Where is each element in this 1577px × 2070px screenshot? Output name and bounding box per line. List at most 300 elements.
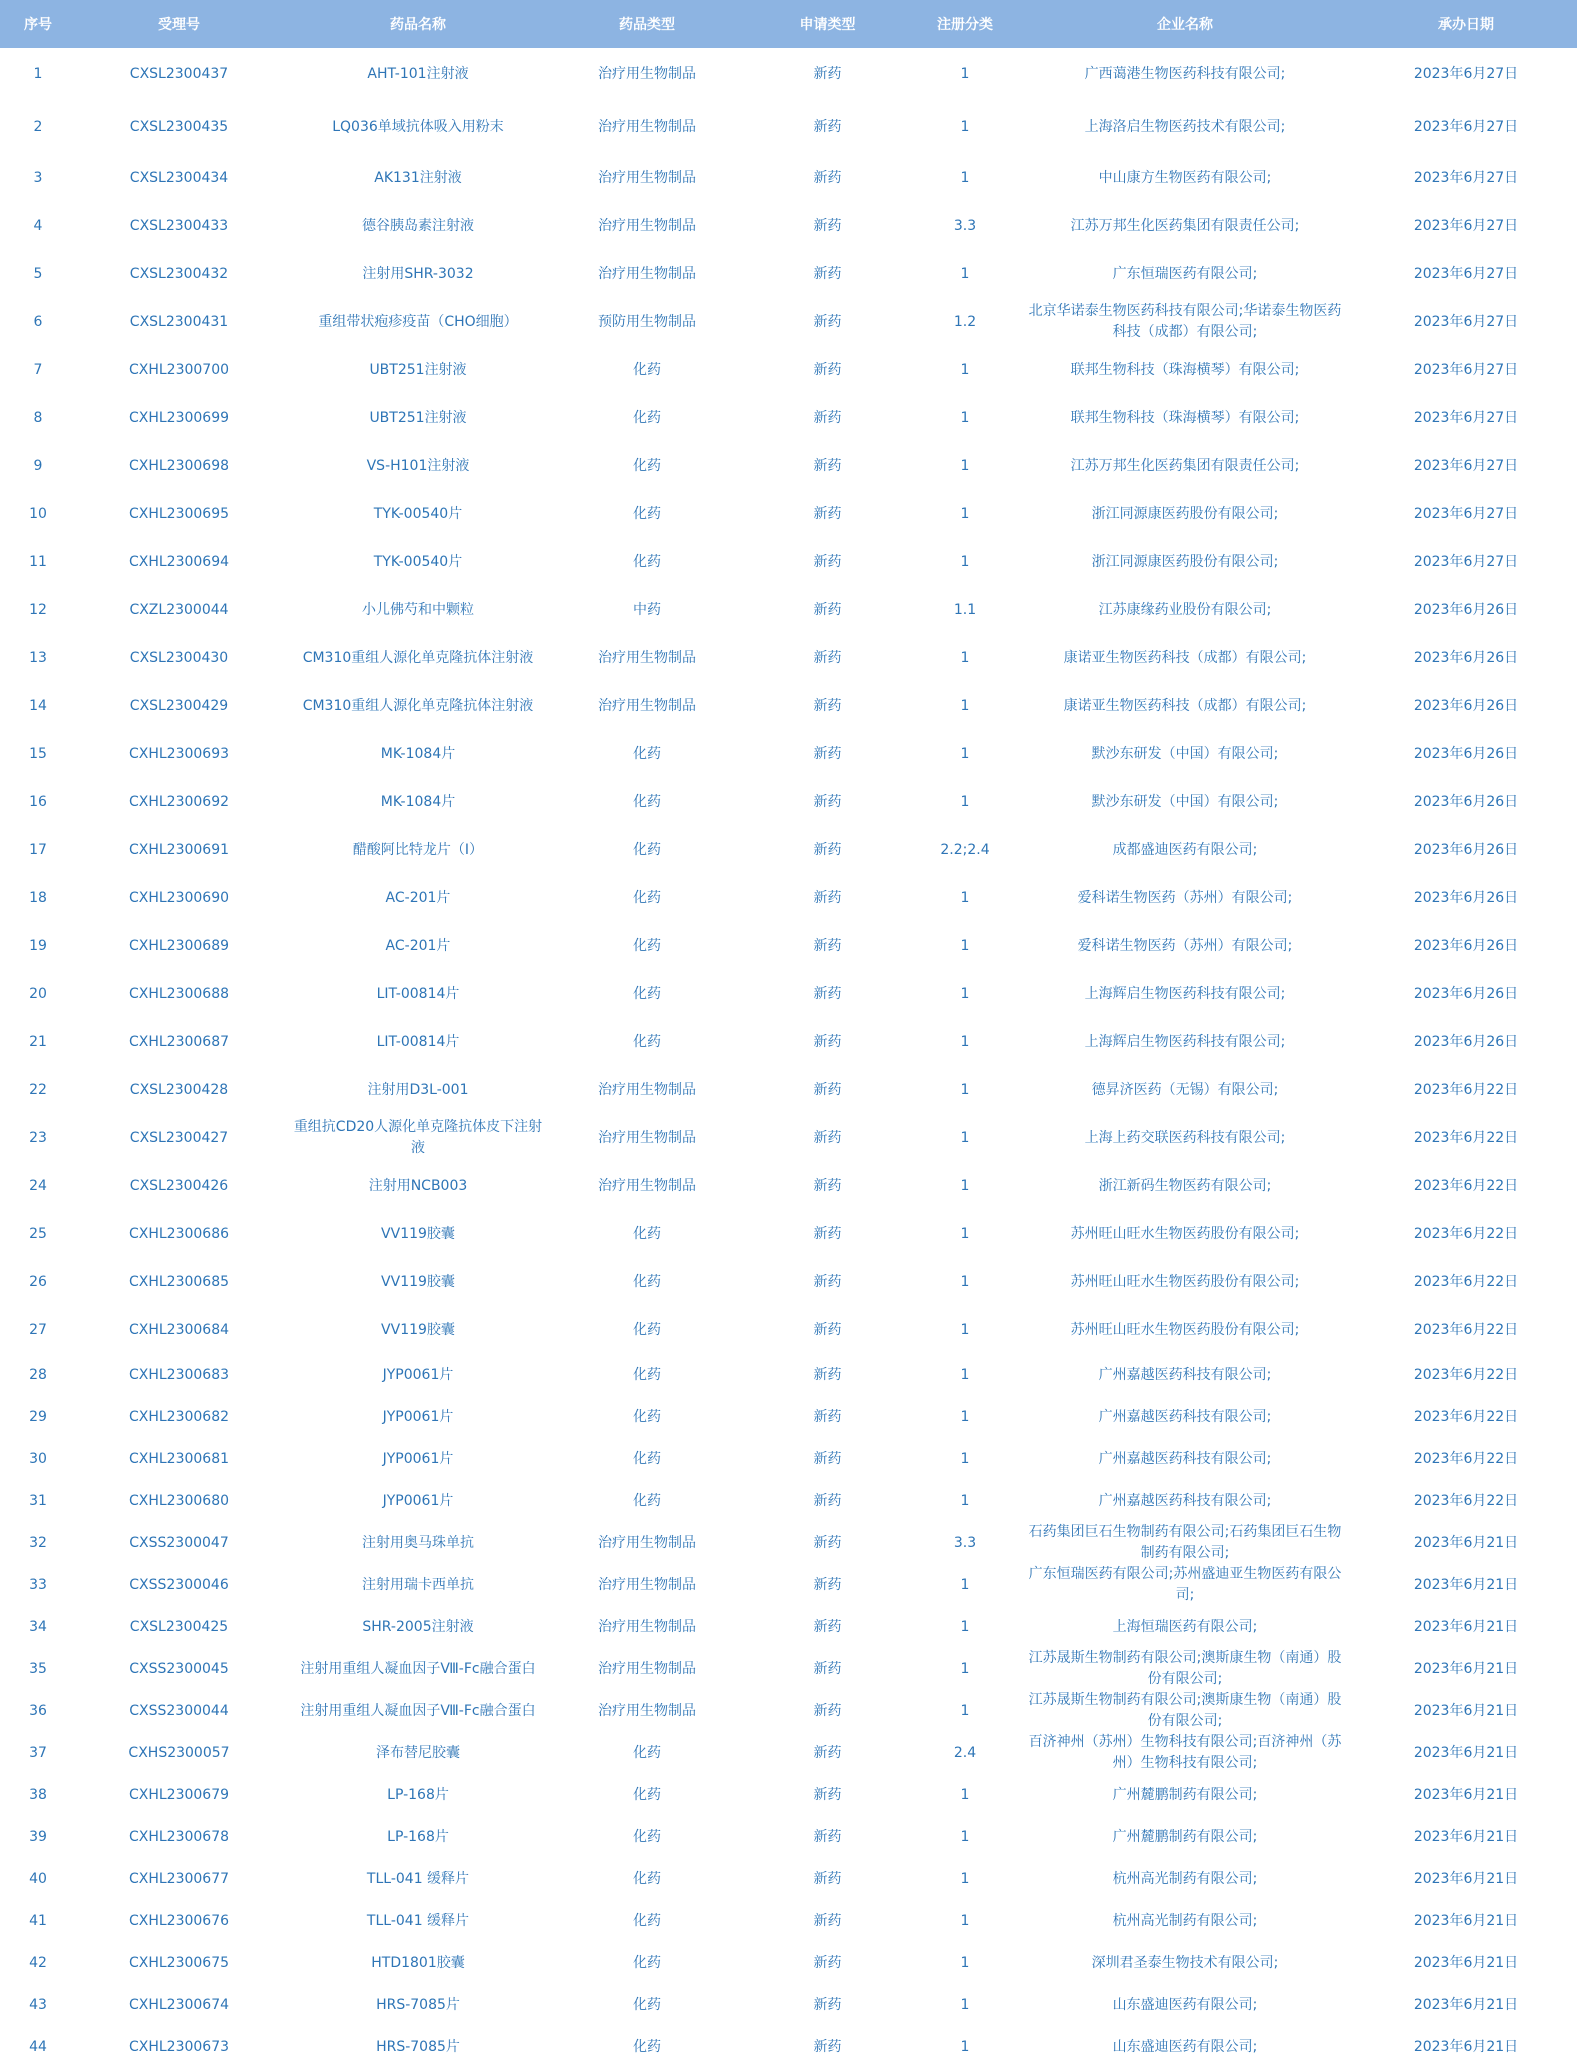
cell-drug-type: 化药: [633, 1408, 661, 1425]
cell-date: 2023年6月21日: [1413, 1534, 1519, 1551]
cell-seq: 30: [29, 1450, 47, 1467]
cell-company: 爱科诺生物医药（苏州）有限公司;: [1077, 889, 1293, 906]
table-row: [0, 1900, 1577, 1942]
table-row: [0, 154, 1577, 202]
cell-drug-type: 化药: [633, 1954, 661, 1971]
table-header-row: [0, 0, 1577, 48]
cell-drug-name: VV119胶囊: [381, 1321, 455, 1338]
cell-accept-no: CXHL2300677: [128, 1870, 230, 1887]
cell-drug-type: 治疗用生物制品: [598, 1081, 696, 1098]
cell-seq: 44: [29, 2038, 47, 2055]
cell-drug-name: 德谷胰岛素注射液: [362, 217, 474, 234]
cell-apply-type: 新药: [813, 1996, 842, 2013]
cell-apply-type: 新药: [813, 1534, 842, 1551]
cell-company: 广州麓鹏制药有限公司;: [1112, 1828, 1258, 1845]
table-row: [0, 1732, 1577, 1774]
cell-reg-class: 1: [960, 1225, 970, 1242]
table-row: [0, 1984, 1577, 2026]
cell-company: 江苏晟斯生物制药有限公司;澳斯康生物（南通）股份有限公司;: [1028, 1650, 1342, 1687]
cell-seq: 34: [29, 1618, 47, 1635]
cell-company: 爱科诺生物医药（苏州）有限公司;: [1077, 937, 1293, 954]
cell-company: 康诺亚生物医药科技（成都）有限公司;: [1063, 697, 1307, 714]
cell-date: 2023年6月21日: [1413, 1996, 1519, 2013]
cell-reg-class: 1: [960, 1786, 970, 1803]
cell-seq: 40: [29, 1870, 47, 1887]
cell-seq: 5: [33, 265, 43, 282]
cell-reg-class: 1: [960, 1660, 970, 1677]
cell-reg-class: 1: [960, 697, 970, 714]
cell-accept-no: CXSL2300437: [129, 66, 229, 82]
cell-seq: 24: [29, 1177, 47, 1194]
cell-date: 2023年6月26日: [1413, 841, 1519, 858]
cell-drug-type: 治疗用生物制品: [598, 1660, 696, 1677]
cell-date: 2023年6月21日: [1413, 1618, 1519, 1635]
header-apply-type: 申请类型: [740, 0, 915, 48]
cell-seq: 26: [29, 1273, 47, 1290]
cell-drug-type: 化药: [633, 1786, 661, 1803]
cell-drug-name: JYP0061片: [382, 1492, 454, 1509]
cell-company: 联邦生物科技（珠海横琴）有限公司;: [1070, 409, 1300, 426]
cell-date: 2023年6月22日: [1413, 1450, 1519, 1467]
cell-drug-name: LIT-00814片: [376, 1033, 460, 1050]
cell-seq: 3: [33, 169, 43, 186]
cell-reg-class: 1: [960, 1321, 970, 1338]
cell-apply-type: 新药: [813, 793, 842, 810]
cell-date: 2023年6月22日: [1413, 1081, 1519, 1098]
cell-apply-type: 新药: [813, 1618, 842, 1635]
cell-drug-name: 注射用瑞卡西单抗: [362, 1576, 474, 1593]
cell-accept-no: CXHL2300687: [128, 1033, 230, 1050]
cell-company: 浙江同源康医药股份有限公司;: [1091, 553, 1279, 570]
cell-reg-class: 1: [960, 457, 970, 474]
cell-seq: 10: [29, 505, 47, 522]
cell-seq: 12: [29, 601, 47, 618]
cell-date: 2023年6月22日: [1413, 1273, 1519, 1290]
cell-date: 2023年6月22日: [1413, 1177, 1519, 1194]
cell-reg-class: 1: [960, 2038, 970, 2055]
cell-accept-no: CXSS2300047: [129, 1534, 229, 1551]
cell-company: 杭州高光制药有限公司;: [1112, 1912, 1258, 1929]
cell-reg-class: 1: [960, 793, 970, 810]
cell-apply-type: 新药: [813, 1576, 842, 1593]
cell-date: 2023年6月27日: [1413, 119, 1519, 135]
cell-drug-type: 治疗用生物制品: [598, 265, 696, 282]
cell-drug-type: 治疗用生物制品: [598, 169, 696, 186]
cell-apply-type: 新药: [813, 1177, 842, 1194]
cell-drug-type: 化药: [633, 1744, 661, 1761]
cell-apply-type: 新药: [813, 66, 842, 82]
cell-date: 2023年6月21日: [1413, 1702, 1519, 1719]
cell-date: 2023年6月21日: [1413, 1954, 1519, 1971]
cell-reg-class: 1.1: [953, 601, 977, 618]
cell-drug-type: 治疗用生物制品: [598, 697, 696, 714]
cell-apply-type: 新药: [813, 217, 842, 234]
cell-apply-type: 新药: [813, 1870, 842, 1887]
table-row: [0, 1690, 1577, 1732]
cell-reg-class: 1: [960, 1912, 970, 1929]
cell-apply-type: 新药: [813, 745, 842, 762]
table-row: [0, 1018, 1577, 1066]
cell-accept-no: CXHL2300686: [128, 1225, 230, 1242]
cell-seq: 15: [29, 745, 47, 762]
cell-company: 广州嘉越医药科技有限公司;: [1098, 1408, 1272, 1425]
cell-date: 2023年6月27日: [1413, 505, 1519, 522]
cell-accept-no: CXSL2300431: [129, 313, 229, 330]
cell-date: 2023年6月26日: [1413, 649, 1519, 666]
cell-apply-type: 新药: [813, 1081, 842, 1098]
cell-drug-name: 注射用D3L-001: [367, 1081, 469, 1098]
table-row: [0, 48, 1577, 101]
cell-seq: 20: [29, 985, 47, 1002]
cell-reg-class: 1: [960, 505, 970, 522]
cell-seq: 39: [29, 1828, 47, 1845]
cell-date: 2023年6月22日: [1413, 1129, 1519, 1146]
cell-accept-no: CXSL2300429: [129, 697, 229, 714]
table-row: [0, 1480, 1577, 1522]
table-row: [0, 394, 1577, 442]
cell-accept-no: CXSL2300427: [129, 1129, 229, 1146]
cell-accept-no: CXHL2300684: [128, 1321, 230, 1338]
cell-drug-type: 治疗用生物制品: [598, 1534, 696, 1551]
cell-drug-name: HRS-7085片: [376, 1996, 460, 2013]
cell-drug-type: 化药: [633, 1033, 661, 1050]
cell-accept-no: CXHL2300700: [128, 361, 230, 378]
cell-drug-name: 小儿佛芍和中颗粒: [362, 601, 474, 618]
cell-reg-class: 1: [960, 1618, 970, 1635]
cell-drug-type: 化药: [633, 1870, 661, 1887]
cell-apply-type: 新药: [813, 1744, 842, 1761]
cell-seq: 27: [29, 1321, 47, 1338]
cell-date: 2023年6月26日: [1413, 601, 1519, 618]
table-row: [0, 1066, 1577, 1114]
cell-reg-class: 3.3: [953, 217, 977, 234]
cell-apply-type: 新药: [813, 601, 842, 618]
cell-date: 2023年6月26日: [1413, 937, 1519, 954]
cell-accept-no: CXSS2300044: [129, 1702, 229, 1719]
table-row: [0, 874, 1577, 922]
cell-drug-name: AK131注射液: [374, 169, 462, 186]
cell-reg-class: 1: [960, 649, 970, 666]
cell-accept-no: CXHL2300682: [128, 1408, 230, 1425]
cell-drug-type: 化药: [633, 793, 661, 810]
table-row: [0, 1774, 1577, 1816]
cell-drug-type: 化药: [633, 1912, 661, 1929]
cell-date: 2023年6月22日: [1413, 1366, 1519, 1383]
table-row: [0, 101, 1577, 154]
cell-date: 2023年6月21日: [1413, 1912, 1519, 1929]
cell-seq: 14: [29, 697, 47, 714]
cell-reg-class: 1: [960, 1408, 970, 1425]
cell-company: 广州嘉越医药科技有限公司;: [1098, 1492, 1272, 1509]
header-date: 承办日期: [1355, 0, 1577, 48]
cell-company: 中山康方生物医药有限公司;: [1098, 169, 1272, 186]
cell-reg-class: 1: [960, 409, 970, 426]
table-row: [0, 2026, 1577, 2068]
cell-apply-type: 新药: [813, 169, 842, 186]
cell-reg-class: 1: [960, 1828, 970, 1845]
cell-accept-no: CXHL2300685: [128, 1273, 230, 1290]
cell-date: 2023年6月27日: [1413, 361, 1519, 378]
cell-drug-type: 化药: [633, 457, 661, 474]
cell-company: 江苏康缘药业股份有限公司;: [1098, 601, 1272, 618]
table-row: [0, 586, 1577, 634]
cell-drug-type: 化药: [633, 1492, 661, 1509]
cell-drug-type: 治疗用生物制品: [598, 1177, 696, 1194]
cell-drug-type: 治疗用生物制品: [598, 1618, 696, 1635]
cell-drug-name: 注射用奥马珠单抗: [362, 1534, 474, 1551]
cell-drug-name: UBT251注射液: [369, 409, 467, 426]
cell-drug-type: 治疗用生物制品: [598, 66, 696, 82]
cell-company: 联邦生物科技（珠海横琴）有限公司;: [1070, 361, 1300, 378]
cell-seq: 43: [29, 1996, 47, 2013]
cell-company: 广东恒瑞医药有限公司;苏州盛迪亚生物医药有限公司;: [1028, 1566, 1342, 1603]
cell-seq: 22: [29, 1081, 47, 1098]
cell-company: 百济神州（苏州）生物科技有限公司;百济神州（苏州）生物科技有限公司;: [1028, 1734, 1342, 1771]
cell-accept-no: CXZL2300044: [129, 601, 229, 618]
cell-company: 江苏万邦生化医药集团有限责任公司;: [1070, 217, 1300, 234]
cell-seq: 13: [29, 649, 47, 666]
cell-reg-class: 1: [960, 1954, 970, 1971]
cell-date: 2023年6月22日: [1413, 1225, 1519, 1242]
cell-reg-class: 1: [960, 1702, 970, 1719]
cell-accept-no: CXSL2300433: [129, 217, 229, 234]
cell-company: 广东恒瑞医药有限公司;: [1112, 265, 1258, 282]
table-row: [0, 1438, 1577, 1480]
cell-seq: 2: [33, 119, 43, 135]
cell-date: 2023年6月27日: [1413, 66, 1519, 82]
table-row: [0, 1942, 1577, 1984]
cell-accept-no: CXHL2300689: [128, 937, 230, 954]
cell-seq: 1: [33, 66, 43, 82]
cell-apply-type: 新药: [813, 409, 842, 426]
header-reg-class: 注册分类: [915, 0, 1015, 48]
cell-date: 2023年6月26日: [1413, 889, 1519, 906]
cell-drug-name: AC-201片: [385, 937, 451, 954]
cell-drug-type: 治疗用生物制品: [598, 1576, 696, 1593]
cell-drug-type: 化药: [633, 1273, 661, 1290]
cell-date: 2023年6月27日: [1413, 553, 1519, 570]
cell-apply-type: 新药: [813, 1273, 842, 1290]
table-body: [0, 48, 1577, 2068]
cell-drug-type: 化药: [633, 361, 661, 378]
cell-seq: 7: [33, 361, 43, 378]
table-row: [0, 1258, 1577, 1306]
cell-accept-no: CXSL2300434: [129, 169, 229, 186]
cell-apply-type: 新药: [813, 697, 842, 714]
cell-company: 上海辉启生物医药科技有限公司;: [1084, 1033, 1286, 1050]
table-row: [0, 490, 1577, 538]
table-row: [0, 1564, 1577, 1606]
cell-reg-class: 1: [960, 1273, 970, 1290]
cell-drug-name: HRS-7085片: [376, 2038, 460, 2055]
cell-reg-class: 1: [960, 265, 970, 282]
cell-drug-name: VV119胶囊: [381, 1273, 455, 1290]
table-row: [0, 1306, 1577, 1354]
cell-seq: 4: [33, 217, 43, 234]
cell-apply-type: 新药: [813, 1225, 842, 1242]
cell-drug-name: 注射用NCB003: [368, 1177, 468, 1194]
cell-apply-type: 新药: [813, 841, 842, 858]
cell-drug-type: 化药: [633, 1225, 661, 1242]
header-company: 企业名称: [1015, 0, 1355, 48]
cell-drug-type: 化药: [633, 1321, 661, 1338]
cell-date: 2023年6月21日: [1413, 1786, 1519, 1803]
cell-reg-class: 1: [960, 66, 970, 82]
cell-apply-type: 新药: [813, 1702, 842, 1719]
cell-date: 2023年6月26日: [1413, 745, 1519, 762]
cell-company: 山东盛迪医药有限公司;: [1112, 2038, 1258, 2055]
table-row: [0, 682, 1577, 730]
cell-apply-type: 新药: [813, 1408, 842, 1425]
cell-company: 默沙东研发（中国）有限公司;: [1091, 745, 1279, 762]
cell-drug-name: JYP0061片: [382, 1408, 454, 1425]
cell-accept-no: CXHL2300690: [128, 889, 230, 906]
cell-company: 江苏晟斯生物制药有限公司;澳斯康生物（南通）股份有限公司;: [1028, 1692, 1342, 1729]
table-row: [0, 1816, 1577, 1858]
cell-company: 德昇济医药（无锡）有限公司;: [1091, 1081, 1279, 1098]
cell-drug-type: 化药: [633, 1366, 661, 1383]
cell-reg-class: 2.2;2.4: [940, 841, 990, 858]
cell-reg-class: 1: [960, 1450, 970, 1467]
cell-seq: 8: [33, 409, 43, 426]
cell-apply-type: 新药: [813, 313, 842, 330]
cell-drug-name: CM310重组人源化单克隆抗体注射液: [302, 649, 534, 666]
cell-drug-name: 注射用重组人凝血因子Ⅷ-Fc融合蛋白: [300, 1702, 536, 1719]
cell-seq: 25: [29, 1225, 47, 1242]
table-row: [0, 346, 1577, 394]
cell-accept-no: CXHL2300691: [128, 841, 230, 858]
cell-drug-type: 化药: [633, 409, 661, 426]
cell-seq: 16: [29, 793, 47, 810]
cell-reg-class: 1: [960, 169, 970, 186]
cell-date: 2023年6月27日: [1413, 409, 1519, 426]
table-row: [0, 970, 1577, 1018]
cell-company: 苏州旺山旺水生物医药股份有限公司;: [1070, 1273, 1300, 1290]
table-row: [0, 1396, 1577, 1438]
cell-seq: 38: [29, 1786, 47, 1803]
cell-reg-class: 1: [960, 1366, 970, 1383]
cell-reg-class: 1: [960, 1576, 970, 1593]
cell-drug-name: 泽布替尼胶囊: [376, 1744, 460, 1761]
cell-company: 广州嘉越医药科技有限公司;: [1098, 1450, 1272, 1467]
table-row: [0, 1522, 1577, 1564]
cell-company: 广州麓鹏制药有限公司;: [1112, 1786, 1258, 1803]
table-row: [0, 1114, 1577, 1162]
cell-apply-type: 新药: [813, 457, 842, 474]
cell-date: 2023年6月26日: [1413, 793, 1519, 810]
cell-company: 深圳君圣泰生物技术有限公司;: [1091, 1954, 1279, 1971]
cell-drug-name: TLL-041 缓释片: [366, 1870, 470, 1887]
cell-apply-type: 新药: [813, 1786, 842, 1803]
cell-reg-class: 1: [960, 937, 970, 954]
cell-drug-type: 治疗用生物制品: [598, 649, 696, 666]
cell-company: 成都盛迪医药有限公司;: [1112, 841, 1258, 858]
cell-reg-class: 1: [960, 1081, 970, 1098]
table-row: [0, 1354, 1577, 1396]
cell-seq: 32: [29, 1534, 47, 1551]
cell-drug-type: 治疗用生物制品: [598, 217, 696, 234]
cell-drug-type: 化药: [633, 841, 661, 858]
cell-apply-type: 新药: [813, 889, 842, 906]
cell-accept-no: CXHL2300683: [128, 1366, 230, 1383]
cell-apply-type: 新药: [813, 1492, 842, 1509]
cell-drug-type: 预防用生物制品: [598, 313, 696, 330]
cell-seq: 36: [29, 1702, 47, 1719]
cell-drug-type: 治疗用生物制品: [598, 1129, 696, 1146]
cell-drug-type: 化药: [633, 1996, 661, 2013]
cell-apply-type: 新药: [813, 1366, 842, 1383]
cell-company: 浙江同源康医药股份有限公司;: [1091, 505, 1279, 522]
cell-date: 2023年6月21日: [1413, 1744, 1519, 1761]
cell-date: 2023年6月27日: [1413, 457, 1519, 474]
table-row: [0, 1162, 1577, 1210]
cell-drug-name: 注射用SHR-3032: [362, 265, 474, 282]
cell-apply-type: 新药: [813, 1912, 842, 1929]
cell-drug-name: 注射用重组人凝血因子Ⅷ-Fc融合蛋白: [300, 1660, 536, 1677]
cell-company: 广西蔼港生物医药科技有限公司;: [1084, 66, 1286, 82]
cell-reg-class: 1: [960, 745, 970, 762]
table-row: [0, 778, 1577, 826]
table-row: [0, 298, 1577, 346]
cell-drug-type: 化药: [633, 1828, 661, 1845]
cell-reg-class: 1: [960, 985, 970, 1002]
cell-date: 2023年6月22日: [1413, 1492, 1519, 1509]
cell-drug-type: 治疗用生物制品: [598, 1702, 696, 1719]
cell-apply-type: 新药: [813, 985, 842, 1002]
header-seq: 序号: [0, 0, 76, 48]
cell-accept-no: CXHL2300688: [128, 985, 230, 1002]
cell-accept-no: CXHL2300673: [128, 2038, 230, 2055]
cell-drug-type: 化药: [633, 1450, 661, 1467]
cell-accept-no: CXHS2300057: [128, 1744, 230, 1761]
table-row: [0, 634, 1577, 682]
cell-date: 2023年6月21日: [1413, 1660, 1519, 1677]
cell-drug-name: SHR-2005注射液: [362, 1618, 474, 1635]
header-drug-type: 药品类型: [554, 0, 740, 48]
cell-company: 江苏万邦生化医药集团有限责任公司;: [1070, 457, 1300, 474]
cell-date: 2023年6月21日: [1413, 2038, 1519, 2055]
cell-accept-no: CXHL2300676: [128, 1912, 230, 1929]
cell-apply-type: 新药: [813, 1129, 842, 1146]
cell-company: 苏州旺山旺水生物医药股份有限公司;: [1070, 1225, 1300, 1242]
cell-accept-no: CXSL2300430: [129, 649, 229, 666]
cell-drug-name: AC-201片: [385, 889, 451, 906]
cell-accept-no: CXHL2300694: [128, 553, 230, 570]
cell-company: 上海辉启生物医药科技有限公司;: [1084, 985, 1286, 1002]
cell-apply-type: 新药: [813, 265, 842, 282]
cell-seq: 41: [29, 1912, 47, 1929]
table-row: [0, 250, 1577, 298]
cell-date: 2023年6月22日: [1413, 1321, 1519, 1338]
cell-drug-name: LP-168片: [387, 1828, 449, 1845]
table-row: [0, 1648, 1577, 1690]
cell-reg-class: 1: [960, 889, 970, 906]
cell-drug-name: 醋酸阿比特龙片（Ⅰ）: [352, 841, 484, 858]
cell-drug-type: 化药: [633, 889, 661, 906]
cell-seq: 33: [29, 1576, 47, 1593]
cell-drug-name: MK-1084片: [380, 793, 456, 810]
cell-seq: 18: [29, 889, 47, 906]
cell-company: 浙江新码生物医药有限公司;: [1098, 1177, 1272, 1194]
cell-accept-no: CXSL2300425: [129, 1618, 229, 1635]
cell-apply-type: 新药: [813, 505, 842, 522]
cell-company: 石药集团巨石生物制药有限公司;石药集团巨石生物制药有限公司;: [1028, 1524, 1342, 1561]
cell-drug-name: TYK-00540片: [373, 505, 463, 522]
cell-accept-no: CXHL2300693: [128, 745, 230, 762]
cell-reg-class: 1: [960, 1177, 970, 1194]
cell-company: 广州嘉越医药科技有限公司;: [1098, 1366, 1272, 1383]
cell-seq: 28: [29, 1366, 47, 1383]
